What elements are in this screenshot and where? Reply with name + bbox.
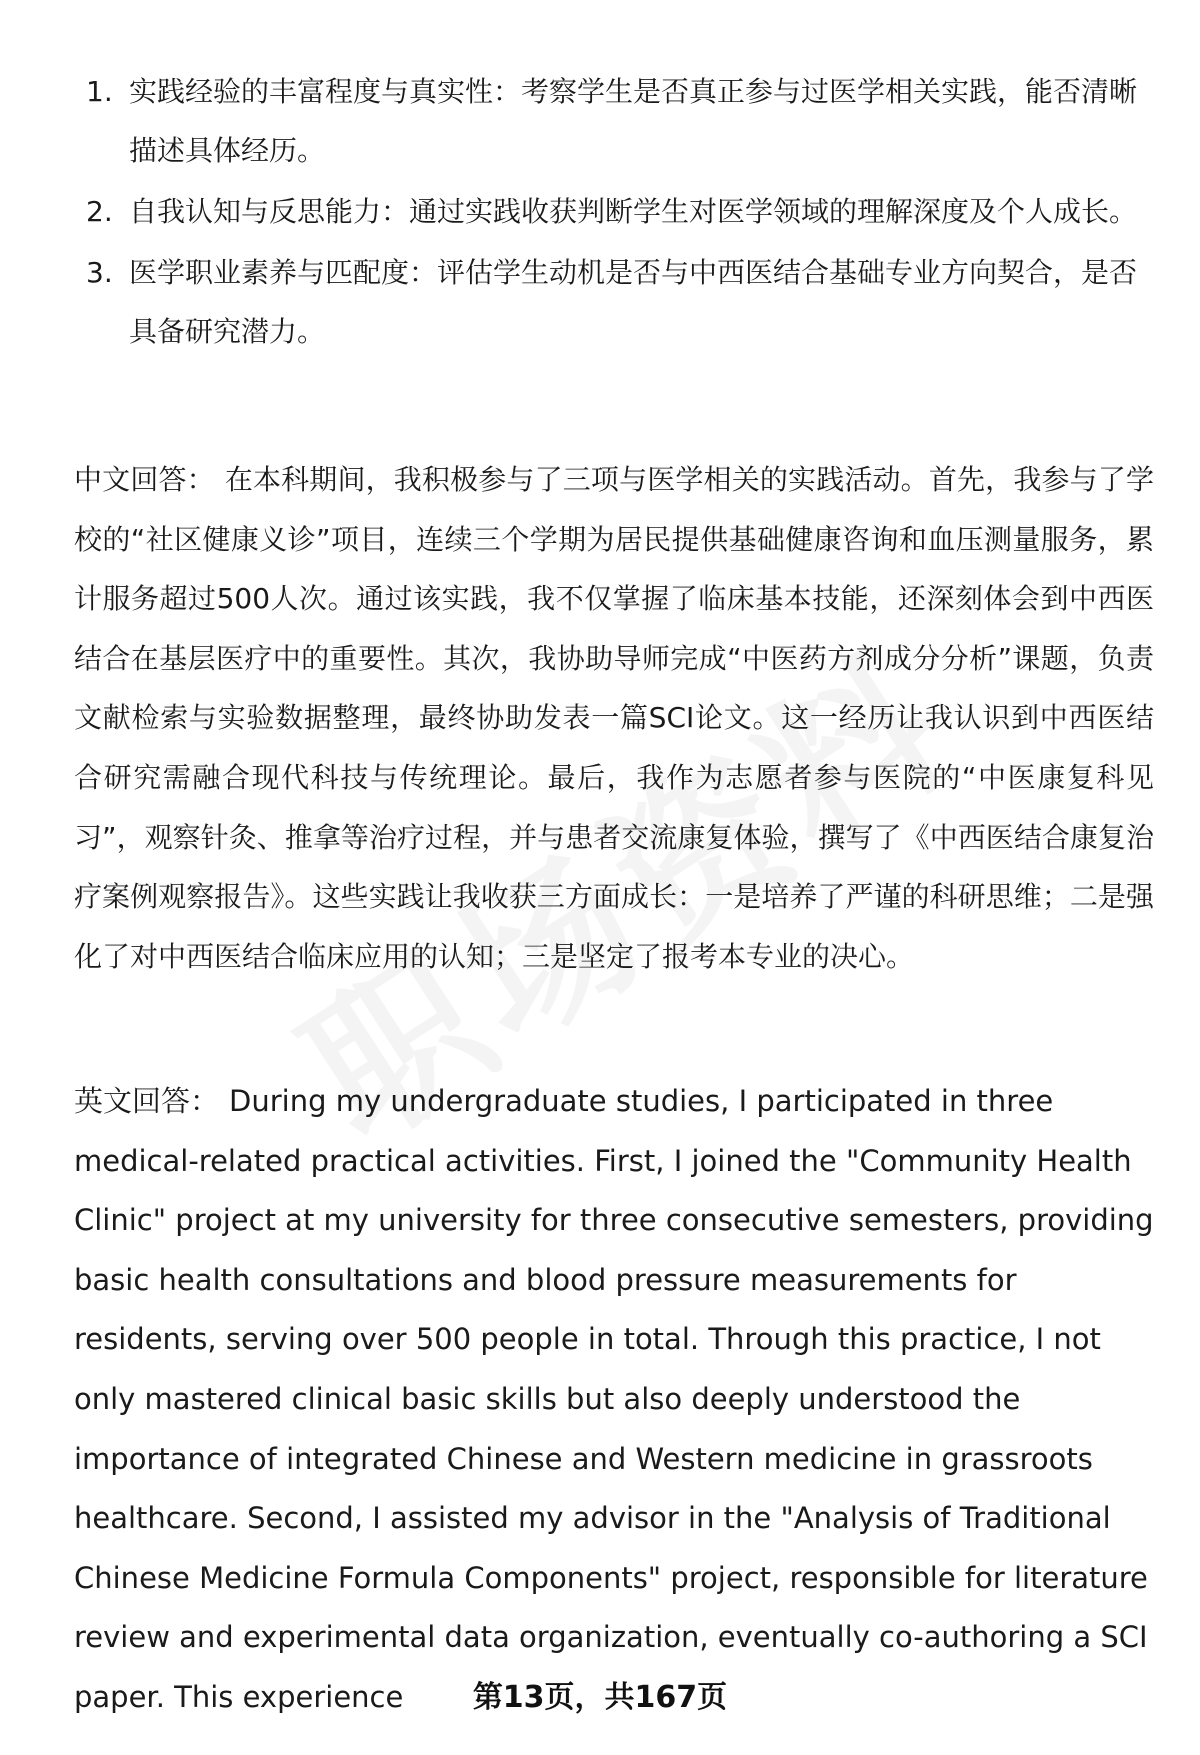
list-item bbox=[74, 243, 1154, 361]
english-answer-text: During my undergraduate studies, I participated in three medical-related practical activities. First, I joined the "Community Health Clinic" project at my university for three consecutive semesters, providing basic health consultations and blood pressure measurements for residents, serving over 500 people in total. Through this practice, I not only mastered clinical basic skills but also deeply understood the importance of integrated Chinese and Western medicine in grassroots healthcare. Second, I assisted my advisor in the "Analysis of Traditional Chinese Medicine Formula Components" project, responsible for literature review and experimental data organization, eventually co-authoring a SCI paper. This experience bbox=[74, 1084, 1154, 1714]
list-text: 实践经验的丰富程度与真实性：考察学生是否真正参与过医学相关实践，能否清晰描述具体经历。 bbox=[129, 75, 1138, 167]
english-answer-paragraph bbox=[74, 1072, 1154, 1728]
chinese-answer-label: 中文回答： bbox=[74, 463, 215, 496]
list-text: 医学职业素养与匹配度：评估学生动机是否与中西医结合基础专业方向契合，是否具备研究潜力。 bbox=[129, 256, 1138, 348]
chinese-answer-paragraph bbox=[74, 450, 1154, 986]
page-number: 第13页，共167页 bbox=[472, 1680, 728, 1715]
list-text: 自我认知与反思能力：通过实践收获判断学生对医学领域的理解深度及个人成长。 bbox=[129, 195, 1138, 228]
list-number: 2. bbox=[86, 195, 113, 228]
evaluation-criteria-list bbox=[74, 62, 1154, 363]
list-item bbox=[74, 182, 1154, 241]
list-item bbox=[74, 62, 1154, 180]
list-number: 1. bbox=[86, 75, 113, 108]
chinese-answer-text: 在本科期间，我积极参与了三项与医学相关的实践活动。首先，我参与了学校的“社区健康义诊”项目，连续三个学期为居民提供基础健康咨询和血压测量服务，累计服务超过500人次。通过该实践，我不仅掌握了临床基本技能，还深刻体会到中西医结合在基层医疗中的重要性。其次，我协助导师完成“中医药方剂成分分析”课题，负责文献检索与实验数据整理，最终协助发表一篇SCI论文。这一经历让我认识到中西医结合研究需融合现代科技与传统理论。最后，我作为志愿者参与医院的“中医康复科见习”，观察针灸、推拿等治疗过程，并与患者交流康复体验，撰写了《中西医结合康复治疗案例观察报告》。这些实践让我收获三方面成长：一是培养了严谨的科研思维；二是强化了对中西医结合临床应用的认知；三是坚定了报考本专业的决心。 bbox=[74, 463, 1154, 973]
english-answer-label: 英文回答： bbox=[74, 1084, 220, 1118]
list-number: 3. bbox=[86, 256, 113, 289]
